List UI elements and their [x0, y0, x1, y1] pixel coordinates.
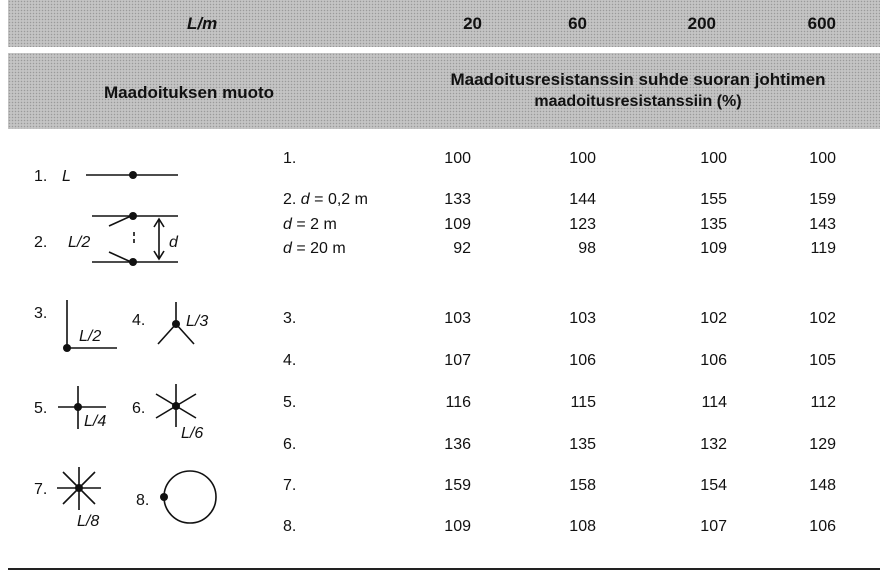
shape7-length-label: L/8: [77, 513, 100, 530]
row-label-8: 8.: [283, 518, 297, 535]
value-cell: 107: [700, 518, 727, 535]
shape7-number: 7.: [34, 481, 48, 498]
value-cell: 100: [569, 150, 596, 167]
value-cell: 112: [810, 394, 836, 411]
shape1-length-label: L: [62, 168, 71, 185]
value-cell: 109: [700, 240, 727, 257]
row-label-5: 5.: [283, 394, 297, 411]
shape8-feed-dot: [160, 493, 168, 501]
shape4-arm-left: [158, 324, 176, 344]
value-cell: 103: [569, 310, 596, 327]
length-col-1: 20: [463, 14, 482, 33]
shape-column-title: Maadoituksen muoto: [104, 83, 275, 102]
value-cell: 106: [700, 352, 727, 369]
value-cell: 159: [809, 191, 836, 208]
row-label-1: 1.: [283, 150, 297, 167]
length-col-3: 200: [687, 14, 716, 33]
shape2-number: 2.: [34, 234, 48, 251]
shape7-feed-dot: [75, 484, 83, 492]
value-cell: 135: [700, 216, 727, 233]
value-cell: 102: [809, 310, 836, 327]
shape1-number: 1.: [34, 168, 48, 185]
value-cell: 98: [578, 240, 596, 257]
row-label-4: 4.: [283, 352, 297, 369]
value-cell: 143: [809, 216, 836, 233]
shape2-link-top: [109, 216, 131, 226]
shape4-number: 4.: [132, 312, 146, 329]
row-label-7: 7.: [283, 477, 297, 494]
value-cell: 106: [809, 518, 836, 535]
value-cell: 123: [569, 216, 596, 233]
length-col-4: 600: [807, 14, 836, 33]
value-cell: 106: [569, 352, 596, 369]
shape2-feed-dot-top: [129, 212, 137, 220]
shape6-number: 6.: [132, 400, 146, 417]
value-cell: 103: [444, 310, 471, 327]
shape2-feed-dot-bottom: [129, 258, 137, 266]
shape3-feed-dot: [63, 344, 71, 352]
row-label-2a: 2. d = 0,2 m: [283, 191, 368, 208]
value-cell: 155: [700, 191, 727, 208]
value-cell: 100: [444, 150, 471, 167]
ratio-title-line1: Maadoitusresistanssin suhde suoran johtimen: [450, 70, 826, 89]
shape3-length-label: L/2: [79, 328, 102, 345]
shape3-number: 3.: [34, 305, 48, 322]
value-cell: 154: [700, 477, 727, 494]
value-cell: 144: [569, 191, 596, 208]
value-cell: 135: [569, 436, 596, 453]
shape1-feed-dot: [129, 171, 137, 179]
shape2-length-label: L/2: [68, 234, 91, 251]
row-label-6: 6.: [283, 436, 297, 453]
value-cell: 102: [700, 310, 727, 327]
shape6-length-label: L/6: [181, 425, 204, 442]
shape2-link-bottom: [109, 252, 131, 262]
value-cell: 109: [444, 518, 471, 535]
shape2-d-label: d: [169, 234, 178, 251]
shape4-feed-dot: [172, 320, 180, 328]
value-cell: 100: [700, 150, 727, 167]
value-cell: 148: [809, 477, 836, 494]
shape8-number: 8.: [136, 492, 150, 509]
value-cell: 159: [444, 477, 471, 494]
value-cell: 136: [444, 436, 471, 453]
ratio-title-line2: maadoitusresistanssiin (%): [534, 93, 742, 110]
value-cell: 133: [444, 191, 471, 208]
row-label-2c: d = 20 m: [283, 240, 346, 257]
row-label-3: 3.: [283, 310, 297, 327]
value-cell: 158: [569, 477, 596, 494]
shape5-length-label: L/4: [84, 413, 107, 430]
value-cell: 100: [809, 150, 836, 167]
length-col-2: 60: [568, 14, 587, 33]
value-cell: 107: [444, 352, 471, 369]
shape4-length-label: L/3: [186, 313, 209, 330]
value-cell: 129: [809, 436, 836, 453]
length-header: L/m: [187, 14, 218, 33]
shape5-feed-dot: [74, 403, 82, 411]
shape6-feed-dot: [172, 402, 180, 410]
value-cell: 108: [569, 518, 596, 535]
value-cell: 114: [701, 394, 727, 411]
row-label-2b: d = 2 m: [283, 216, 337, 233]
value-cell: 119: [810, 240, 836, 257]
value-cell: 116: [445, 394, 471, 411]
value-cell: 132: [700, 436, 727, 453]
bottom-rule: [8, 568, 880, 570]
value-cell: 115: [570, 394, 596, 411]
shape8-ring: [164, 471, 216, 523]
value-cell: 92: [453, 240, 471, 257]
shape5-number: 5.: [34, 400, 48, 417]
value-cell: 109: [444, 216, 471, 233]
value-cell: 105: [809, 352, 836, 369]
